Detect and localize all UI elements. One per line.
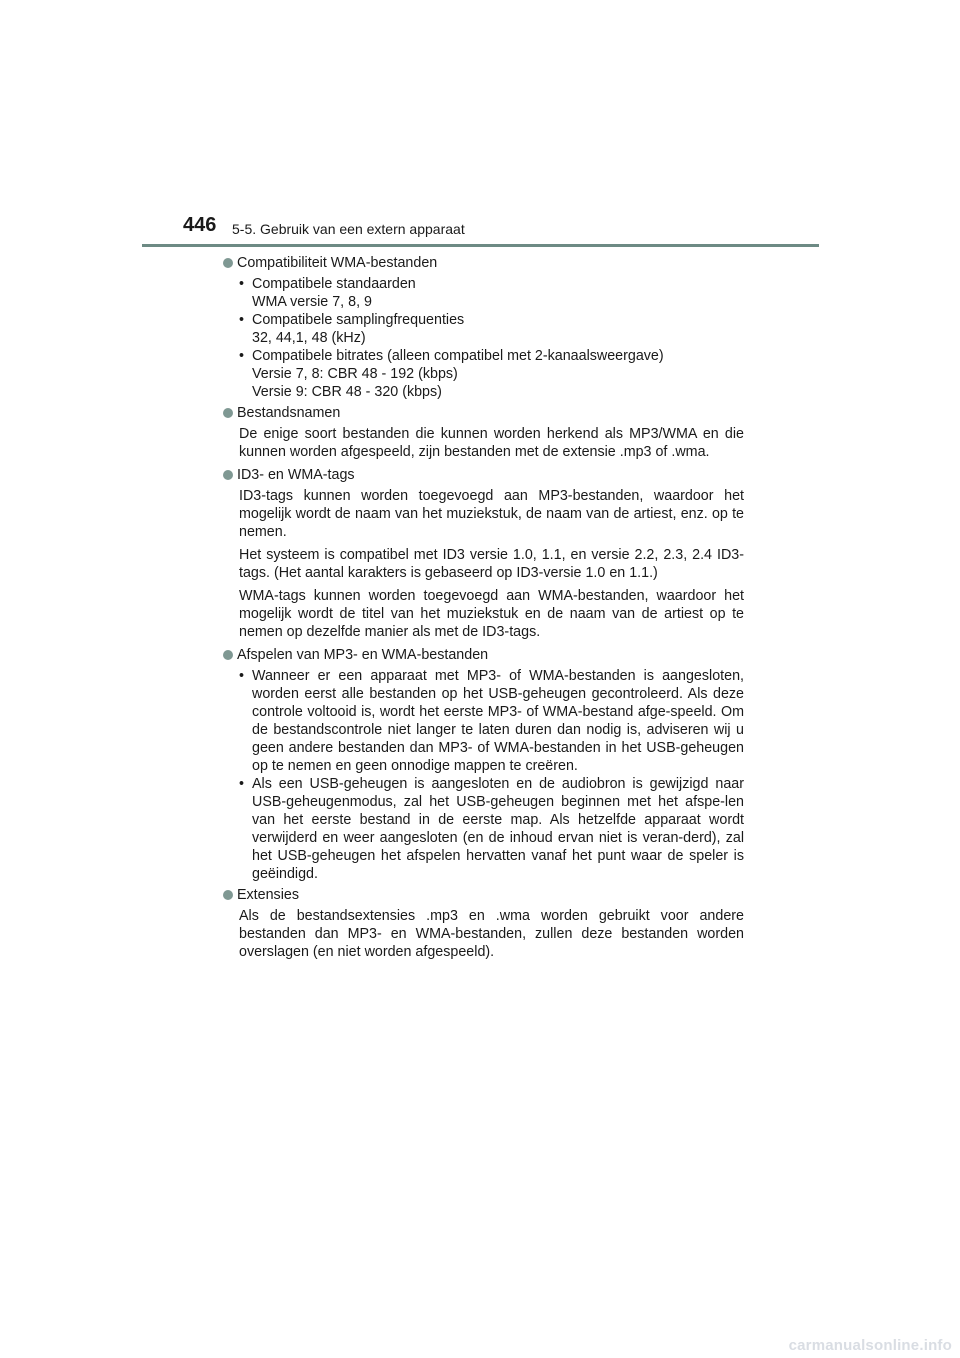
sub-list: [239, 667, 744, 883]
page-number: 446: [183, 214, 217, 236]
watermark-logo[interactable]: carmanualsonline.info: [788, 1337, 952, 1354]
sub-item-line: Compatibele bitrates (alleen compatibel met 2-kanaalsweergave): [252, 348, 664, 364]
list-item: [223, 404, 744, 461]
item-title: Afspelen van MP3- en WMA-bestanden: [237, 647, 489, 663]
item-heading: [223, 646, 744, 664]
paragraph: Het systeem is compatibel met ID3 versie 1.0, 1.1, en versie 2.2, 2.3, 2.4 ID3-tags. (Het aantal karakters is gebaseerd op ID3-versie 1.0 en 1.1.): [239, 547, 744, 581]
item-title: Extensies: [237, 887, 299, 903]
paragraph: ID3-tags kunnen worden toegevoegd aan MP3-bestanden, waardoor het mogelijk wordt de naam van het muziekstuk, de naam van de artiest, enz. op te nemen.: [239, 488, 744, 540]
sub-item-line: Compatibele samplingfrequenties: [252, 312, 465, 328]
item-title: ID3- en WMA-tags: [237, 467, 355, 483]
bullet-icon: [223, 408, 233, 418]
sub-item: [239, 275, 744, 311]
list-item: [223, 466, 744, 641]
sub-bullet: •: [239, 668, 245, 684]
sub-item: [239, 311, 744, 347]
sub-item: [239, 775, 744, 883]
list-item: [223, 646, 744, 883]
sub-list: [239, 275, 744, 401]
sub-item-line: WMA versie 7, 8, 9: [252, 294, 372, 310]
item-heading: [223, 404, 744, 422]
sub-item: [239, 347, 744, 401]
item-title: Compatibiliteit WMA-bestanden: [237, 255, 438, 271]
item-heading: [223, 886, 744, 904]
sub-bullet: •: [239, 276, 245, 292]
paragraph: WMA-tags kunnen worden toegevoegd aan WMA-bestanden, waardoor het mogelijk wordt de titel van het muziekstuk en de naam van de artiest op te nemen op dezelfde manier als met de ID3-tags.: [239, 588, 744, 640]
list-item: [223, 254, 744, 401]
sub-bullet: •: [239, 312, 245, 328]
sub-item-line: Compatibele standaarden: [252, 276, 416, 292]
bullet-icon: [223, 258, 233, 268]
sub-bullet: •: [239, 348, 245, 364]
sub-item-line: Versie 9: CBR 48 - 320 (kbps): [252, 384, 442, 400]
item-heading: [223, 466, 744, 484]
main-content: [223, 254, 744, 966]
bullet-icon: [223, 890, 233, 900]
section-title: 5-5. Gebruik van een extern apparaat: [232, 221, 465, 237]
item-title: Bestandsnamen: [237, 405, 341, 421]
paragraph: Als de bestandsextensies .mp3 en .wma worden gebruikt voor andere bestanden dan MP3- en WMA-bestanden, zullen deze bestanden worden overslagen (en niet worden afgespeeld).: [239, 908, 744, 960]
item-heading: [223, 254, 744, 272]
sub-item: [239, 667, 744, 775]
sub-item-line: Als een USB-geheugen is aangesloten en de audiobron is gewijzigd naar USB-geheugenmodus, zal het USB-geheugen beginnen met het afspe-len van het eerste bestand in de eerste map. Als hetzelfde apparaat wordt verwijderd en weer aangesloten (en de inhoud ervan niet is veran-derd), zal het USB-geheugen het afspelen hervatten vanaf het punt waar de speler is geëindigd.: [252, 776, 744, 882]
header-divider: [142, 244, 819, 247]
sub-bullet: •: [239, 776, 245, 792]
sub-item-line: 32, 44,1, 48 (kHz): [252, 330, 366, 346]
sub-item-line: Versie 7, 8: CBR 48 - 192 (kbps): [252, 366, 458, 382]
sub-item-line: Wanneer er een apparaat met MP3- of WMA-bestanden is aangesloten, worden eerst alle bestanden op het USB-geheugen gecontroleerd. Als deze controle voltooid is, wordt het eerste MP3- of WMA-bestand afge-speeld. Om de bestandscontrole niet langer te laten duren dan nodig is, adviseren wij u geen andere bestanden dan MP3- of WMA-bestanden in het USB-geheugen op te nemen en geen onnodige mappen te creëren.: [252, 668, 744, 774]
list-item: [223, 886, 744, 961]
bullet-icon: [223, 650, 233, 660]
paragraph: De enige soort bestanden die kunnen worden herkend als MP3/WMA en die kunnen worden afgespeeld, zijn bestanden met de extensie .mp3 of .wma.: [239, 426, 744, 460]
bullet-icon: [223, 470, 233, 480]
